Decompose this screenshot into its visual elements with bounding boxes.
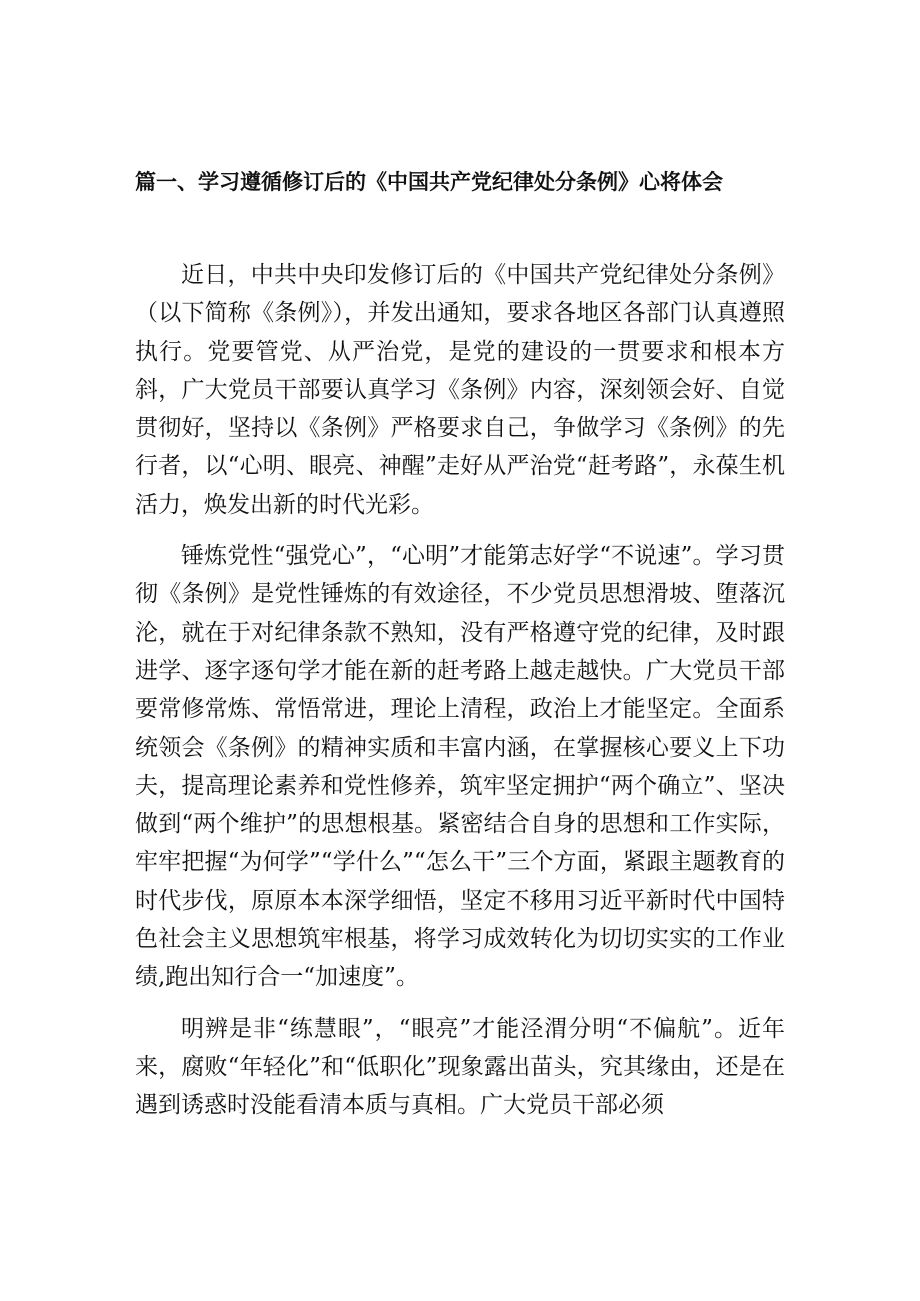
paragraph-3: 明辨是非“练慧眼”，“眼亮”才能泾渭分明“不偏航”。近年来，腐败“年轻化”和“低职化”现象露出苗头，究其缘由，还是在遇到诱惑时没能看清本质与真相。广大党员干部必须 bbox=[135, 1015, 785, 1119]
paragraph-2: 锤炼党性“强党心”，“心明”才能第志好学“不说速”。学习贯彻《条例》是党性锤炼的有效途径，不少党员思想滑坡、堕落沉沦，就在于对纪律条款不熟知，没有严格遵守党的纪律，及时跟进学、逐字逐句学才能在新的赶考路上越走越快。广大党员干部要常修常炼、常悟常进，理论上清程，政治上才能坚定。全面系统领会《条例》的精神实质和丰富内涵，在掌握核心要义上下功夫，提高理论素养和党性修养，筑牢坚定拥护“两个确立”、坚决做到“两个维护”的思想根基。紧密结合自身的思想和工作实际，牢牢把握“为何学”“学什么”“怎么干”三个方面，紧跟主题教育的时代步伐，原原本本深学细悟，坚定不移用习近平新时代中国特色社会主义思想筑牢根基，将学习成效转化为切切实实的工作业绩,跑出知行合一“加速度”。 bbox=[135, 543, 785, 991]
paragraph-1: 近日，中共中央印发修订后的《中国共产党纪律处分条例》（以下简称《条例》），并发出通知，要求各地区各部门认真遵照执行。党要管党、从严治党，是党的建设的一贯要求和根本方斜，广大党员干部要认真学习《条例》内容，深刻领会好、自觉贯彻好，坚持以《条例》严格要求自己，争做学习《条例》的先行者，以“心明、眼亮、神醒”走好从严治党“赶考路”，永葆生机活力，焕发出新的时代光彩。 bbox=[135, 262, 785, 518]
document-title: 篇一、学习遵循修订后的《中国共产党纪律处分条例》心将体会 bbox=[135, 170, 723, 194]
document-body bbox=[135, 256, 785, 1125]
